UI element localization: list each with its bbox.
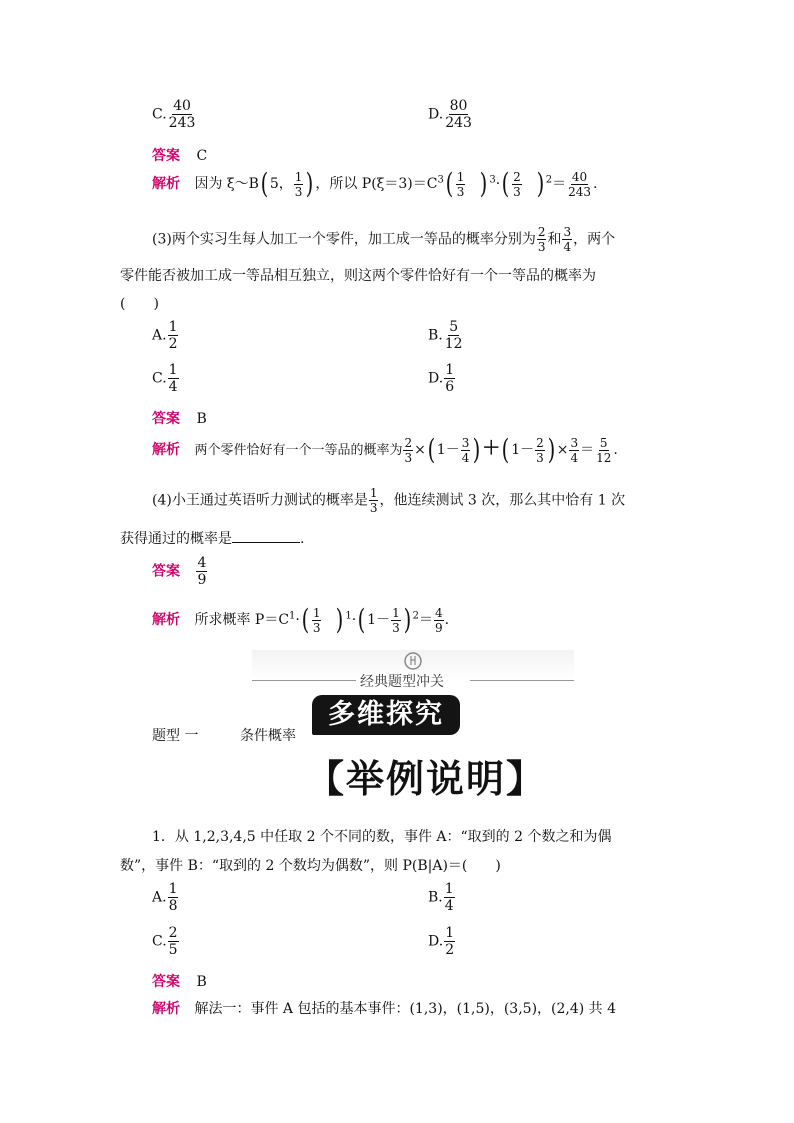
q3-line1: (3)两个实习生每人加工一个零件，加工成一等品的概率分别为 $\frac{2}{3}$ 和 $\frac{3}{4}$ ，两个 bbox=[152, 225, 616, 254]
q1-option-c: C. $\frac{2}{5}$ bbox=[152, 925, 178, 958]
q1-line2: 数”，事件 B：“取到的 2 个数均为偶数”，则 P(B|A)＝( ) bbox=[120, 858, 501, 874]
q4-line1: (4)小王通过英语听力测试的概率是 $\frac{1}{3}$ ，他连续测试 3 次，那么其中恰有 1 次 bbox=[152, 486, 626, 515]
q4-line2: 获得通过的概率是 . bbox=[120, 528, 304, 548]
divider-line-right bbox=[470, 680, 574, 681]
badge-multi-dimension: 多维探究 bbox=[312, 695, 460, 735]
q3-analysis-line: 解析 两个零件恰好有一个一等品的概率为 $\frac{2}{3}$ ×( 1－ $\frac{3}{4}$ )＋( 1－ $\frac{2}{3}$ ) × $\frac{3}{4}$ ＝ $\frac{5}{12}$ . bbox=[152, 433, 618, 466]
example-title: 【举例说明】 bbox=[306, 757, 547, 801]
answer-label: 答案 bbox=[152, 148, 180, 164]
q3-option-d: D. $\frac{1}{6}$ bbox=[428, 362, 455, 395]
q3-option-b: B. $\frac{5}{12}$ bbox=[428, 319, 463, 352]
type-name: 条件概率 bbox=[240, 728, 296, 744]
q4-answer-line: 答案 $\frac{4}{9}$ bbox=[152, 555, 207, 588]
q3-option-a: A. $\frac{1}{2}$ bbox=[152, 319, 178, 352]
q1-analysis-line: 解析 解法一：事件 A 包括的基本事件：(1,3)，(1,5)，(3,5)，(2,4) 共 4 bbox=[152, 1001, 617, 1017]
analysis-label: 解析 bbox=[152, 612, 180, 628]
answer-label: 答案 bbox=[152, 563, 180, 580]
q1-answer-line: 答案 B bbox=[152, 974, 207, 990]
analysis-label: 解析 bbox=[152, 442, 180, 458]
option-d: D. $\frac{80}{243}$ bbox=[428, 98, 472, 131]
q4-analysis-line: 解析 所求概率 $P=C^1\cdot$( $\frac{1}{3}$ ) $^1$·( 1－ $\frac{1}{3}$ ) $^2$＝ $\frac{4}{9}$ . bbox=[152, 603, 450, 636]
q1-option-b: B. $\frac{1}{4}$ bbox=[428, 881, 454, 914]
option-c: C. $\frac{40}{243}$ bbox=[152, 98, 196, 131]
divider-title: 经典题型冲关 bbox=[360, 674, 444, 690]
analysis-line: 解析 因为 ξ～B( 5， $\frac{1}{3}$ ) ，所以 $P(\xi=3)=C^3$( $\frac{1}{3}$ ) $^3$·( $\frac{2}{3}$ ) $^2$＝ $\frac{40}{243}$ . bbox=[152, 167, 598, 200]
q1-option-a: A. $\frac{1}{8}$ bbox=[152, 881, 178, 914]
answer-label: 答案 bbox=[152, 411, 180, 427]
answer-label: 答案 bbox=[152, 974, 180, 990]
q3-line2: 零件能否被加工成一等品相互独立，则这两个零件恰好有一个一等品的概率为 bbox=[120, 268, 596, 284]
analysis-label: 解析 bbox=[152, 176, 180, 192]
divider-line-left bbox=[252, 680, 356, 681]
analysis-label: 解析 bbox=[152, 1001, 180, 1017]
type-label: 题型 一 bbox=[152, 728, 199, 744]
q1-line1: 1．从 1,2,3,4,5 中任取 2 个不同的数，事件 A：“取到的 2 个数之和为偶 bbox=[152, 829, 612, 845]
q3-line3: ( ) bbox=[120, 296, 159, 312]
q1-option-d: D. $\frac{1}{2}$ bbox=[428, 925, 455, 958]
q3-option-c: C. $\frac{1}{4}$ bbox=[152, 362, 178, 395]
answer-line: 答案 C bbox=[152, 148, 208, 164]
answer-blank bbox=[232, 528, 300, 543]
q3-answer-line: 答案 B bbox=[152, 411, 207, 427]
